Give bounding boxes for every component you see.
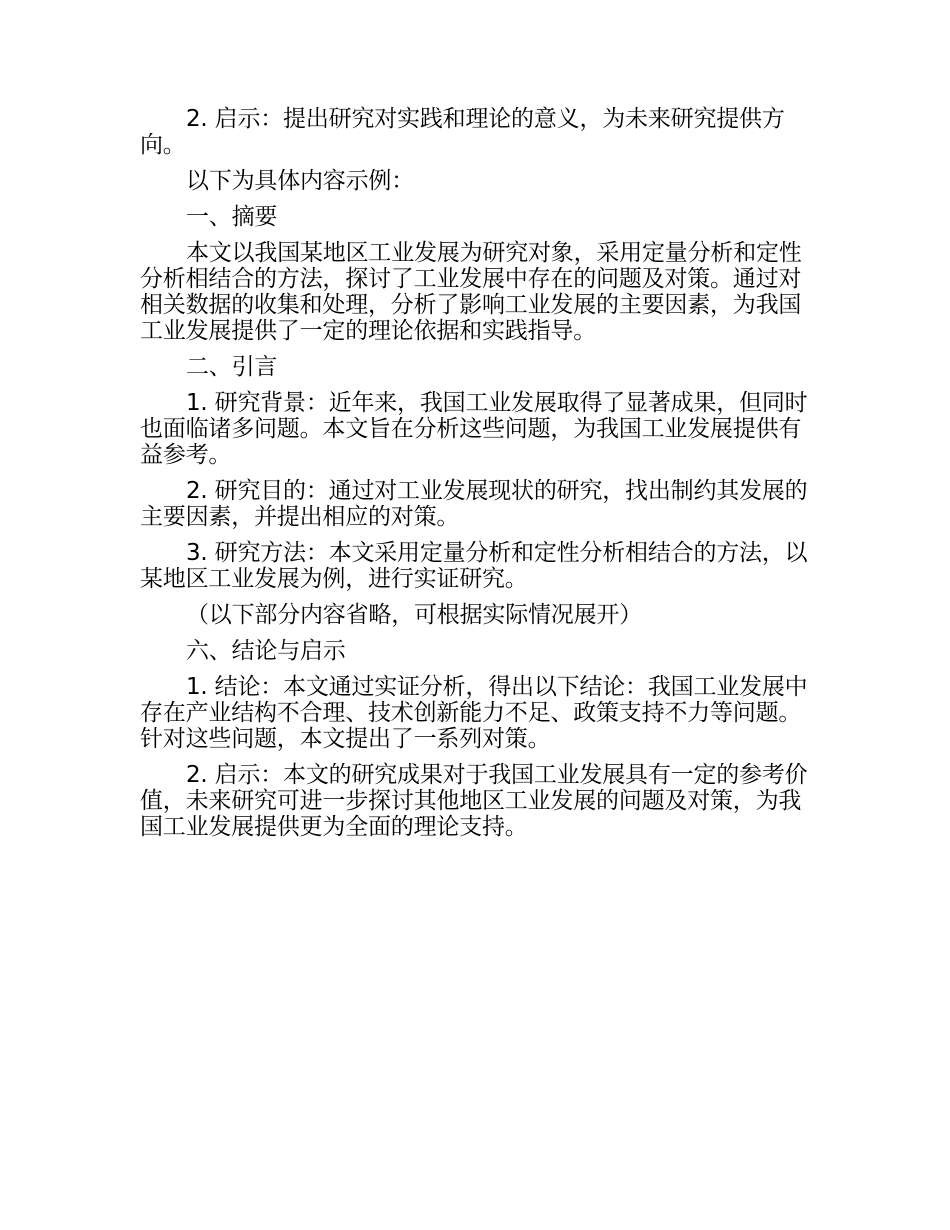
paragraph-implication-intro: 2. 启示：提出研究对实践和理论的意义，为未来研究提供方向。 xyxy=(140,106,785,158)
paragraph-background: 1. 研究背景：近年来，我国工业发展取得了显著成果，但同时也面临诸多问题。本文旨在分析这些问题，为我国工业发展提供有益参考。 xyxy=(140,390,808,468)
paragraph-example-intro: 以下为具体内容示例： xyxy=(186,168,415,194)
document-page xyxy=(140,106,812,840)
paragraph-abstract: 本文以我国某地区工业发展为研究对象，采用定量分析和定性分析相结合的方法，探讨了工业发展中存在的问题及对策。通过对相关数据的收集和处理，分析了影响工业发展的主要因素，为我国工业发展提供了一定的理论依据和实践指导。 xyxy=(140,240,802,344)
paragraph-omitted-note: （以下部分内容省略，可根据实际情况展开） xyxy=(186,602,643,628)
paragraph-implication: 2. 启示：本文的研究成果对于我国工业发展具有一定的参考价值，未来研究可进一步探讨其他地区工业发展的问题及对策，为我国工业发展提供更为全面的理论支持。 xyxy=(140,762,808,840)
paragraph-method: 3. 研究方法：本文采用定量分析和定性分析相结合的方法，以某地区工业发展为例，进行实证研究。 xyxy=(140,540,808,592)
heading-conclusion: 六、结论与启示 xyxy=(186,638,346,664)
heading-abstract: 一、摘要 xyxy=(186,204,278,230)
paragraph-purpose: 2. 研究目的：通过对工业发展现状的研究，找出制约其发展的主要因素，并提出相应的对策。 xyxy=(140,478,808,530)
paragraph-conclusion: 1. 结论：本文通过实证分析，得出以下结论：我国工业发展中存在产业结构不合理、技术创新能力不足、政策支持不力等问题。针对这些问题，本文提出了一系列对策。 xyxy=(140,674,808,752)
heading-introduction: 二、引言 xyxy=(186,354,278,380)
